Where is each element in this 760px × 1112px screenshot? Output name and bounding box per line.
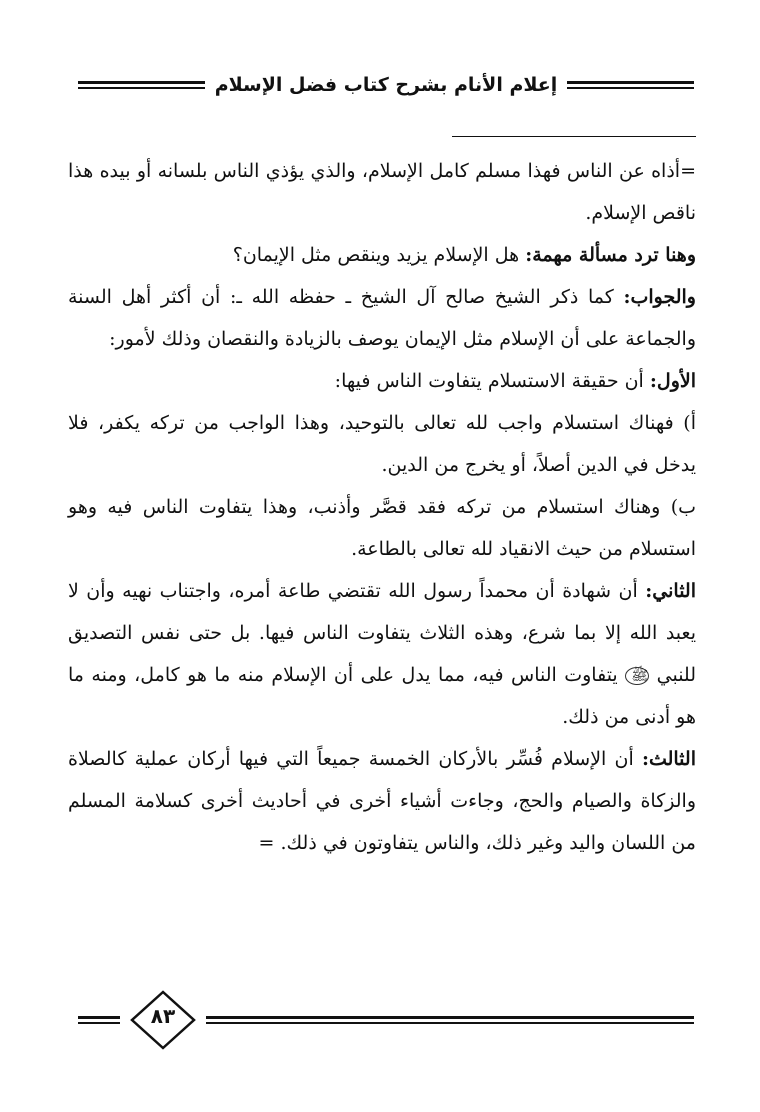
footer-rule-right	[206, 1016, 694, 1024]
paragraph-first	[68, 360, 696, 402]
paragraph-item-b	[68, 486, 696, 570]
book-title: إعلام الأنام بشرح كتاب فضل الإسلام	[214, 74, 558, 96]
item-b-text: ب) وهناك استسلام من تركه فقد قصَّر وأذنب، وهذا يتفاوت الناس فيه وهو استسلام من حيث الانقياد لله تعالى بالطاعة.	[68, 496, 696, 560]
header-rule-right	[567, 81, 694, 89]
header-rule-left	[78, 81, 205, 89]
answer-text: كما ذكر الشيخ صالح آل الشيخ ـ حفظه الله ـ: أن أكثر أهل السنة والجماعة على أن الإسلام مثل الإيمان يوصف بالزيادة والنقصان وذلك لأمور:	[68, 286, 696, 350]
footer-rule-left	[78, 1016, 120, 1024]
item-a-text: أ) فهناك استسلام واجب لله تعالى بالتوحيد، وهذا الواجب من تركه يكفر، فلا يدخل في الدين أصلاً، أو يخرج من الدين.	[68, 412, 696, 476]
question-text: هل الإسلام يزيد وينقص مثل الإيمان؟	[232, 244, 526, 266]
question-heading: وهنا ترد مسألة مهمة:	[525, 244, 696, 266]
second-text-a: أن شهادة أن محمداً رسول الله تقتضي طاعة أمره، واجتناب نهيه وأن لا يعبد الله إلا بما شرع، وهذه الثلاث يتفاوت الناس فيها. بل حتى نفس التصديق للنبي	[68, 580, 696, 686]
paragraph-third	[68, 738, 696, 864]
third-heading: الثالث:	[641, 748, 696, 770]
running-header	[78, 70, 694, 100]
second-heading: الثاني:	[645, 580, 696, 602]
paragraph-question	[68, 234, 696, 276]
page-number: ٨٣	[150, 1004, 176, 1028]
first-heading: الأول:	[649, 370, 696, 392]
paragraph-continuation	[68, 150, 696, 234]
footnote-separator	[452, 136, 696, 137]
paragraph-answer	[68, 276, 696, 360]
second-text-b: يتفاوت الناس فيه، مما يدل على أن الإسلام منه ما هو كامل، ومنه ما هو أدنى من ذلك.	[68, 664, 696, 728]
first-text: أن حقيقة الاستسلام يتفاوت الناس فيها:	[334, 370, 650, 392]
body-text	[68, 150, 696, 864]
third-text: أن الإسلام فُسِّر بالأركان الخمسة جميعاً التي فيها أركان عملية كالصلاة والزكاة والصيام والحج، وجاءت أشياء أخرى في أحاديث أخرى كسلامة المسلم من اللسان واليد وغير ذلك، والناس يتفاوتون في ذلك. =	[68, 748, 696, 854]
paragraph-second	[68, 570, 696, 738]
page-footer	[78, 990, 694, 1050]
paragraph-item-a	[68, 402, 696, 486]
answer-heading: والجواب:	[623, 286, 696, 308]
salutation-glyph-icon: ﷺ	[625, 667, 649, 685]
paragraph-text: =أذاه عن الناس فهذا مسلم كامل الإسلام، والذي يؤذي الناس بلسانه أو بيده هذا ناقص الإسلام.	[68, 160, 696, 224]
